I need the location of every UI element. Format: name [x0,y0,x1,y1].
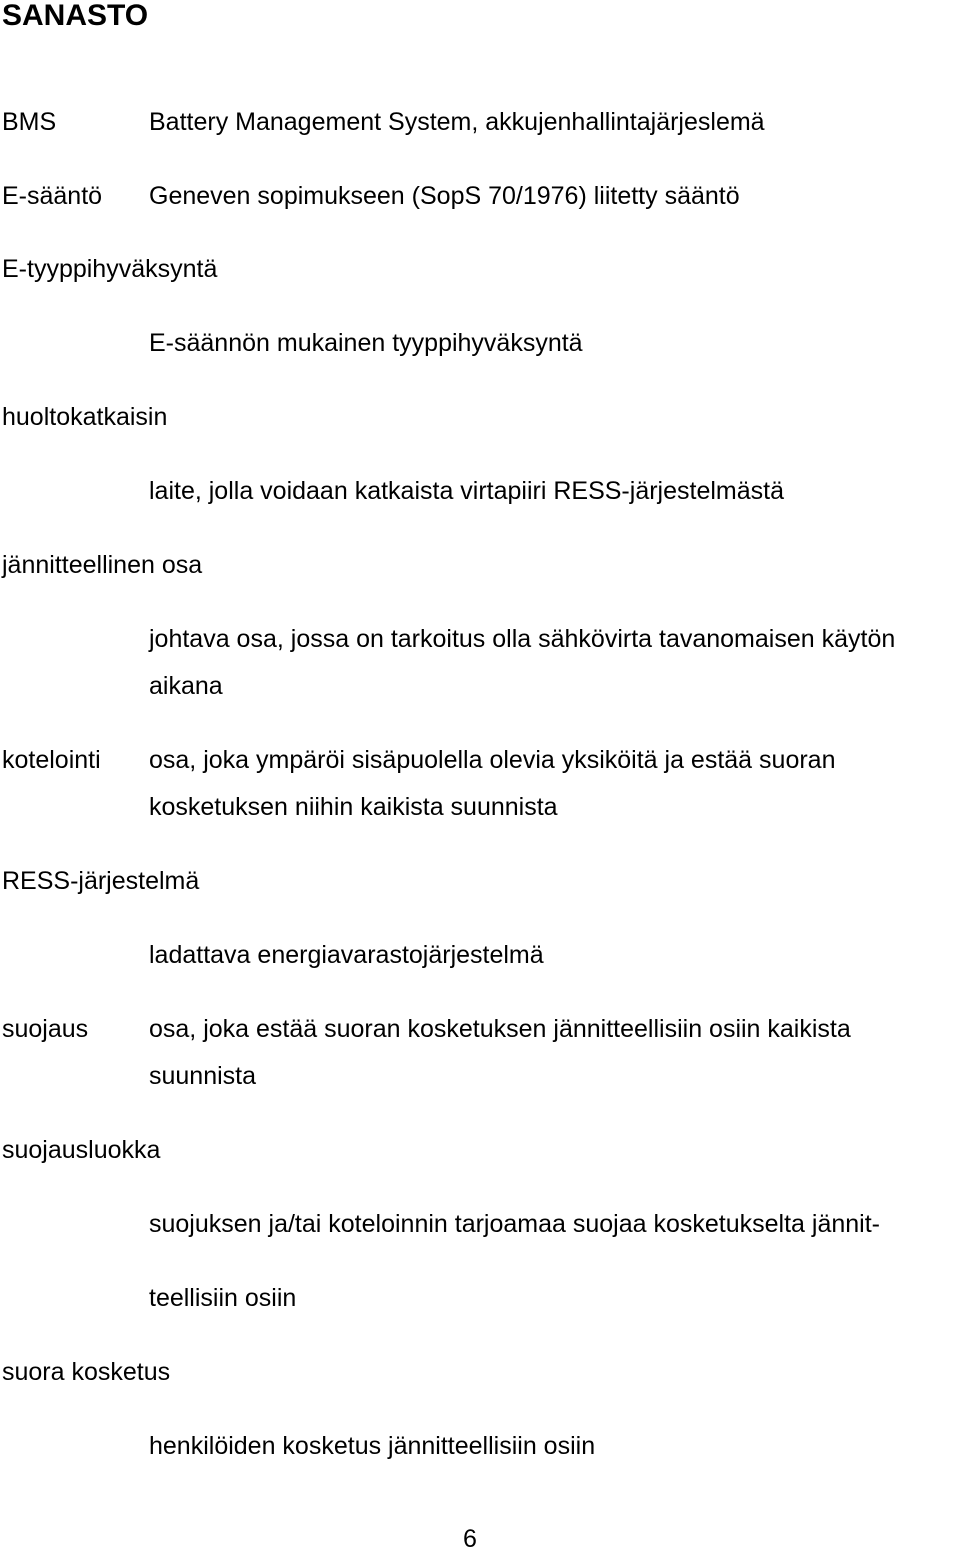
glossary-definition-line: johtava osa, jossa on tarkoitus olla sähkövirta tavanomaisen käytön [149,625,896,653]
glossary-definition-line: osa, joka estää suoran kosketuksen jännitteellisiin osiin kaikista [149,1015,851,1043]
glossary-term: jännitteellinen osa [2,551,203,579]
glossary-term: huoltokatkaisin [2,403,168,431]
glossary-term: RESS-järjestelmä [2,867,200,895]
glossary-definition: laite, jolla voidaan katkaista virtapiiri RESS-järjestelmästä [149,477,784,505]
glossary-definition-line: aikana [149,672,223,700]
glossary-term: suojaus [2,1015,89,1043]
glossary-definition-line: suunnista [149,1062,257,1090]
glossary-definition-line: kosketuksen niihin kaikista suunnista [149,793,558,821]
page-title: SANASTO [2,0,149,32]
glossary-definition: E-säännön mukainen tyyppihyväksyntä [149,329,583,357]
glossary-definition: henkilöiden kosketus jännitteellisiin osiin [149,1432,596,1460]
glossary-term: suora kosketus [2,1358,171,1386]
glossary-term: kotelointi [2,746,101,774]
glossary-term: E-sääntö [2,182,103,210]
page-number: 6 [463,1525,477,1553]
glossary-term: BMS [2,108,57,136]
glossary-term: E-tyyppihyväksyntä [2,255,218,283]
glossary-definition-line: teellisiin osiin [149,1284,297,1312]
glossary-definition-line: suojuksen ja/tai koteloinnin tarjoamaa suojaa kosketukselta jännit- [149,1210,880,1238]
glossary-definition: ladattava energiavarastojärjestelmä [149,941,544,969]
glossary-term: suojausluokka [2,1136,161,1164]
glossary-definition: Battery Management System, akkujenhallintajärjeslemä [149,108,765,136]
glossary-definition-line: osa, joka ympäröi sisäpuolella olevia yksiköitä ja estää suoran [149,746,836,774]
glossary-definition: Geneven sopimukseen (SopS 70/1976) liitetty sääntö [149,182,740,210]
